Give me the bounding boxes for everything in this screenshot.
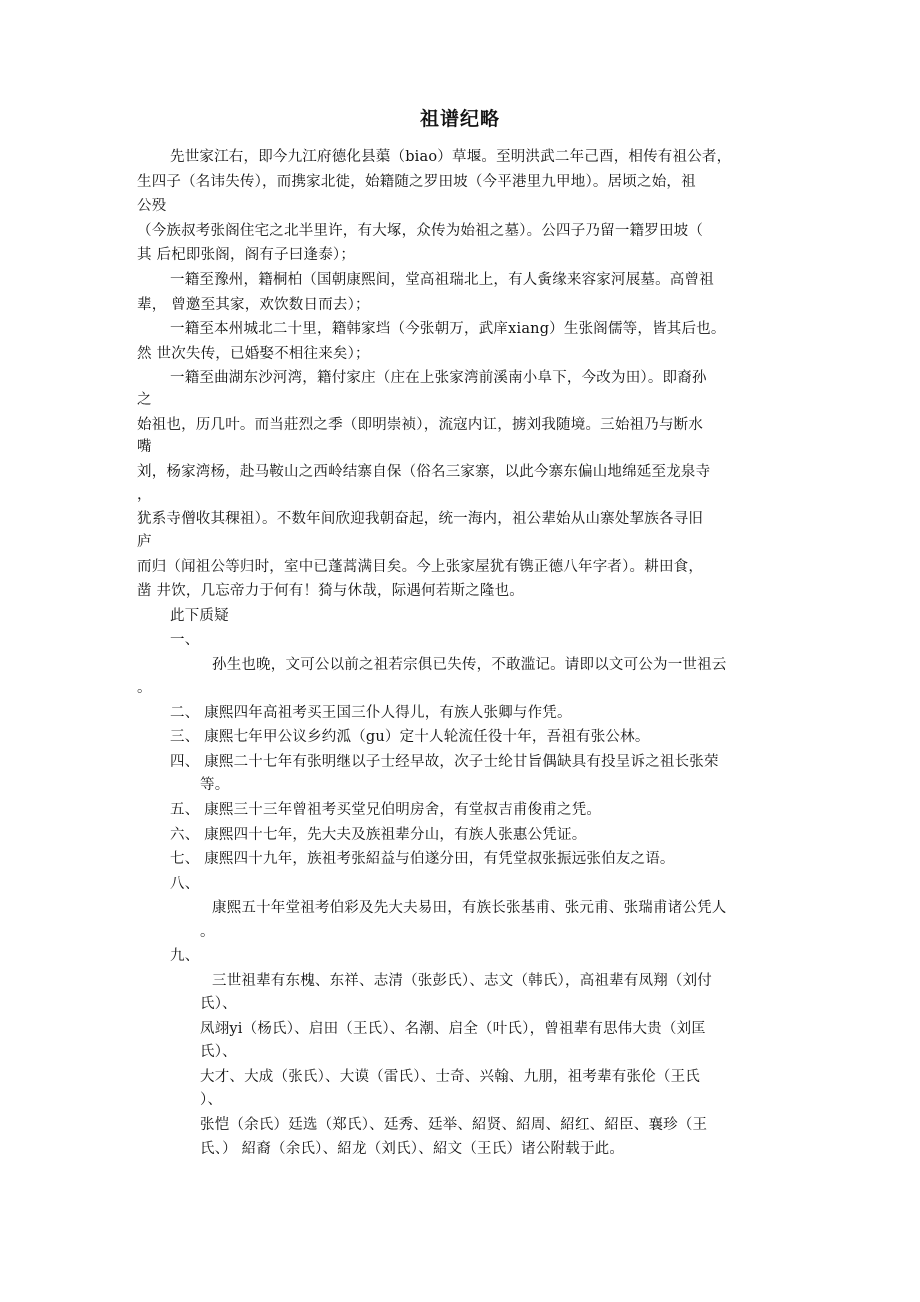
text-line: 公殁 (137, 198, 167, 214)
text-line: 此下质疑 (170, 608, 229, 624)
text-line: 康熙五十年堂祖考伯彩及先大夫易田，有族长张基甫、张元甫、张瑞甫诸公凭人 (212, 900, 727, 916)
text-line: 之 (137, 392, 152, 408)
text-line: 。 (200, 924, 215, 940)
text-line: 等。 (200, 777, 230, 793)
text-line: 七、 康熙四十九年，族祖考张紹益与伯遂分田，有凭堂叔张振远张伯友之语。 (170, 851, 675, 867)
text-line: 犹系寺僧收其稞祖）。不数年间欣迎我朝奋起，统一海内，祖公辈始从山寨处挈族各寻旧 (137, 511, 704, 527)
text-line: （今族叔考张阁住宅之北半里许，有大塚，众传为始祖之墓）。公四子乃留一籍罗田坡（ (137, 223, 704, 239)
text-line: 先世家江右，即今九江府德化县蕖（biao）草堰。至明洪武二年己酉，相传有祖公者， (170, 149, 732, 165)
text-line: 孙生也晚，文可公以前之祖若宗俱已失传，不敢滥记。请即以文可公为一世祖云 (212, 657, 727, 673)
text-line: 氏）、 (200, 1044, 237, 1060)
text-line: 庐 (137, 534, 152, 550)
page-title: 祖谱纪略 (419, 108, 500, 130)
text-line: 凿 井饮，几忘帝力于何有！猗与休哉，际遇何若斯之隆也。 (137, 583, 525, 599)
text-line: 一籍至本州城北二十里，籍韩家垱（今张朝万，武庠xiang）生张阁儒等，皆其后也。 (170, 321, 726, 337)
text-line: 大才、大成（张氏）、大谟（雷氏）、士奇、兴翰、九朋，祖考辈有张伦（王氏 (200, 1069, 700, 1085)
text-line: 九、 (170, 948, 200, 964)
text-line: 八、 (170, 876, 200, 892)
text-line: 四、 康熙二十七年有张明继以子士经早故，次子士纶甘旨偶缺具有投呈诉之祖长张荣 (170, 754, 719, 770)
text-line: 氏、） 紹裔（余氏）、紹龙（刘氏）、紹文（王氏）诸公附载于此。 (200, 1141, 625, 1157)
text-line: 生四子（名讳失传），而携家北徙，始籍随之罗田坡（今平港里九甲地）。居顷之始，祖 (137, 174, 696, 190)
text-line: 六、 康熙四十七年，先大夫及族祖辈分山，有族人张惠公凭证。 (170, 827, 587, 843)
text-line: 三、 康熙七年甲公议乡约泒（gu）定十人轮流任役十年，吾祖有张公林。 (170, 729, 650, 745)
text-line: 五、 康熙三十三年曾祖考买堂兄伯明房舍，有堂叔吉甫俊甫之凭。 (170, 802, 602, 818)
text-line: 始祖也，历几叶。而当莊烈之季（即明崇祯），流寇内讧，掳刘我随境。三始祖乃与断水 (137, 417, 704, 433)
text-line: 辈， 曾邀至其家，欢饮数日而去）； (137, 297, 370, 313)
text-line: 凤翊yi（杨氏）、启田（王氏）、名潮、启全（叶氏），曾祖辈有思伟大贵（刘匡 (200, 1021, 706, 1037)
text-line: 张恺（余氏）廷选（郑氏）、廷秀、廷举、紹贤、紹周、紹红、紹臣、襄珍（王 (200, 1117, 708, 1133)
text-line: 一籍至豫州，籍桐柏（国朝康熙间，堂高祖瑞北上，有人夤缘来容家河展墓。高曾祖 (170, 272, 714, 288)
text-line: 然 世次失传，已婚娶不相往来矣）； (137, 346, 370, 362)
text-line: 刘，杨家湾杨，赴马鞍山之西岭结寨自保（俗名三家寨，以此今寨东偏山地绵延至龙泉寺 (137, 464, 711, 480)
text-line: 嘴 (137, 439, 152, 455)
text-line: 一籍至曲湖东沙河湾，籍付家庄（庄在上张家湾前溪南小阜下，今改为田）。即裔孙 (170, 370, 707, 386)
text-line: 氏）、 (200, 996, 237, 1012)
text-line: ）、 (200, 1092, 223, 1108)
text-line: 一、 (170, 632, 200, 648)
text-line: ， (137, 487, 152, 503)
text-line: 二、 康熙四年高祖考买王国三仆人得儿，有族人张卿与作凭。 (170, 705, 572, 721)
text-line: 而归（闻祖公等归时，室中已蓬蒿满目矣。今上张家屋犹有镌正德八年字者）。耕田食， (137, 559, 704, 575)
text-line: 其 后杞即张阁，阁有子曰逢泰）； (137, 247, 356, 263)
text-line: 三世祖辈有东槐、东祥、志清（张彭氏）、志文（韩氏），高祖辈有凤翔（刘付 (212, 973, 712, 989)
text-line: 。 (137, 680, 152, 696)
